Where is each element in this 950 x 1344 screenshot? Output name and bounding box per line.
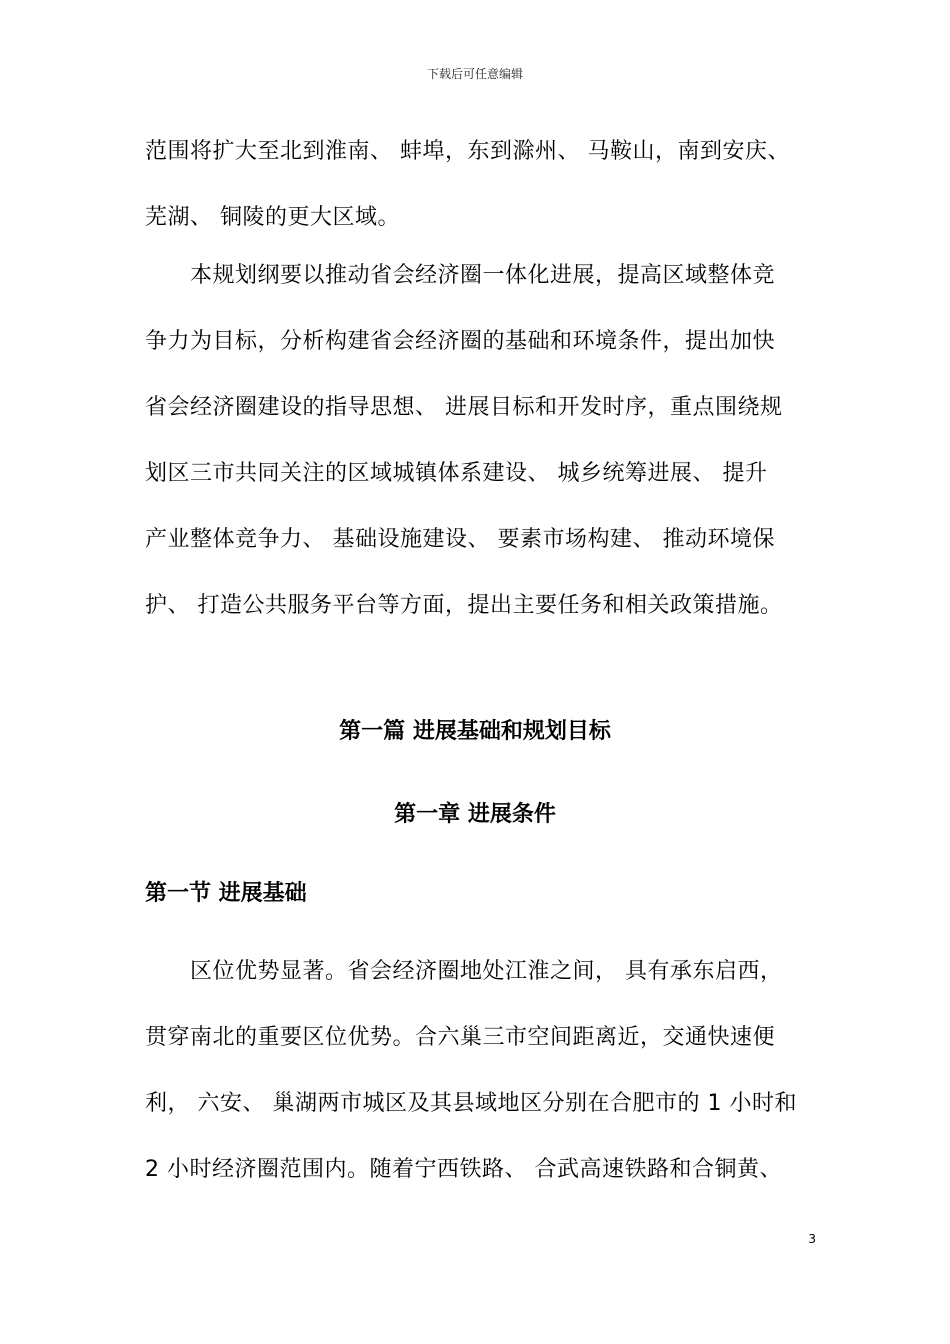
page-number: 3 [808,1232,816,1246]
section-title: 第一节 进展基础 [145,881,307,906]
paragraph-line: 护、 打造公共服务平台等方面，提出主要任务和相关政策措施。 [145,593,783,618]
paragraph-line: 省会经济圈建设的指导思想、 进展目标和开发时序，重点围绕规 [145,395,783,420]
paragraph-line: 2 小时经济圈范围内。随着宁西铁路、 合武高速铁路和合铜黄、 [145,1157,782,1182]
paragraph-line: 划区三市共同关注的区域城镇体系建设、 城乡统筹进展、 提升 [145,461,768,486]
part-title: 第一篇 进展基础和规划目标 [339,719,611,744]
paragraph-line: 本规划纲要以推动省会经济圈一体化进展，提高区域整体竞 [190,263,776,288]
chapter-title: 第一章 进展条件 [394,802,556,827]
paragraph-line: 芜湖、 铜陵的更大区域。 [145,205,400,230]
paragraph-line: 产业整体竞争力、 基础设施建设、 要素市场构建、 推动环境保 [145,527,775,552]
paragraph-line: 贯穿南北的重要区位优势。合六巢三市空间距离近，交通快速便 [145,1025,776,1050]
paragraph-line: 区位优势显著。省会经济圈地处江淮之间， 具有承东启西， [190,959,783,984]
paragraph-line: 范围将扩大至北到淮南、 蚌埠，东到滁州、 马鞍山，南到安庆、 [145,139,790,164]
paragraph-line: 利， 六安、 巢湖两市城区及其县域地区分别在合肥市的 1 小时和 [145,1091,797,1116]
paragraph-line: 争力为目标，分析构建省会经济圈的基础和环境条件，提出加快 [145,329,776,354]
page-header: 下载后可任意编辑 [426,67,523,81]
